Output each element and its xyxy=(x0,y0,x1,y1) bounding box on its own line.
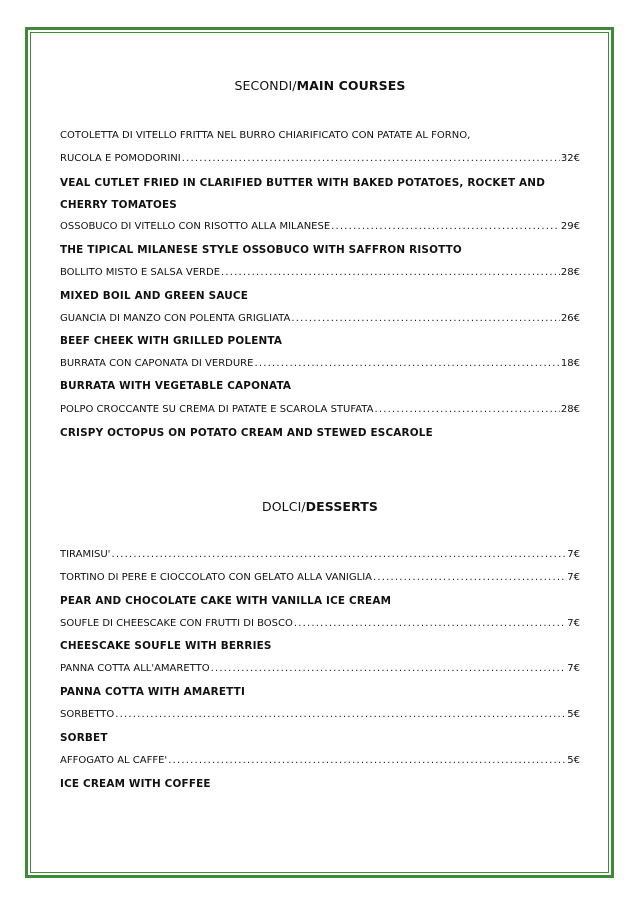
menu-item-affogato xyxy=(60,754,580,768)
item-name-en: ICE CREAM WITH COFFEE xyxy=(60,778,211,790)
dot-leader xyxy=(111,548,566,562)
dot-leader xyxy=(221,266,560,280)
dot-leader xyxy=(291,312,560,326)
item-name-en: CRISPY OCTOPUS ON POTATO CREAM AND STEWED ESCAROLE xyxy=(60,427,433,439)
menu-item-tiramisu xyxy=(60,548,580,562)
item-name-en-continued: CHERRY TOMATOES xyxy=(60,199,177,211)
dot-leader xyxy=(115,708,566,722)
item-price: 29€ xyxy=(560,221,580,232)
menu-item-guancia xyxy=(60,312,580,326)
dot-leader xyxy=(168,754,566,768)
desserts-title-it: DOLCI/ xyxy=(262,499,306,514)
item-name-it: TORTINO DI PERE E CIOCCOLATO CON GELATO ALLA VANIGLIA xyxy=(60,572,372,583)
item-price: 5€ xyxy=(567,755,580,766)
menu-item-bollito xyxy=(60,266,580,280)
item-name-en: MIXED BOIL AND GREEN SAUCE xyxy=(60,290,248,302)
veal-cutlet-intro-line: COTOLETTA DI VITELLO FRITTA NEL BURRO CHIARIFICATO CON PATATE AL FORNO, xyxy=(60,130,471,141)
item-name-en: THE TIPICAL MILANESE STYLE OSSOBUCO WITH SAFFRON RISOTTO xyxy=(60,244,462,256)
dot-leader xyxy=(254,357,559,371)
item-name-en: SORBET xyxy=(60,732,108,744)
item-name-it: SOUFLE DI CHEESCAKE CON FRUTTI DI BOSCO xyxy=(60,618,293,629)
item-price: 7€ xyxy=(567,549,580,560)
item-name-it: BOLLITO MISTO E SALSA VERDE xyxy=(60,267,221,278)
dot-leader xyxy=(211,662,567,676)
item-name-en: BEEF CHEEK WITH GRILLED POLENTA xyxy=(60,335,283,347)
item-price: 28€ xyxy=(560,404,580,415)
dot-leader xyxy=(373,571,566,585)
dot-leader xyxy=(374,403,559,417)
desserts-title-en: DESSERTS xyxy=(305,499,378,514)
item-price: 26€ xyxy=(560,313,580,324)
item-price: 5€ xyxy=(567,709,580,720)
item-price: 18€ xyxy=(560,358,580,369)
menu-item-sorbetto xyxy=(60,708,580,722)
item-price: 32€ xyxy=(560,153,580,164)
item-name-it: RUCOLA E POMODORINI xyxy=(60,153,181,164)
item-name-it: AFFOGATO AL CAFFE' xyxy=(60,755,168,766)
menu-item-polpo xyxy=(60,403,580,417)
menu-item-panna-cotta xyxy=(60,662,580,676)
item-name-en: BURRATA WITH VEGETABLE CAPONATA xyxy=(60,380,292,392)
item-name-en: VEAL CUTLET FRIED IN CLARIFIED BUTTER WITH BAKED POTATOES, ROCKET AND xyxy=(60,177,546,189)
main-courses-title-it: SECONDI/ xyxy=(234,78,297,93)
menu-item-veal-cutlet xyxy=(60,152,580,166)
menu-item-soufle xyxy=(60,617,580,631)
item-name-it: GUANCIA DI MANZO CON POLENTA GRIGLIATA xyxy=(60,313,291,324)
item-name-it: POLPO CROCCANTE SU CREMA DI PATATE E SCAROLA STUFATA xyxy=(60,404,374,415)
item-name-it: OSSOBUCO DI VITELLO CON RISOTTO ALLA MILANESE xyxy=(60,221,331,232)
item-name-it: BURRATA CON CAPONATA DI VERDURE xyxy=(60,358,254,369)
menu-item-burrata xyxy=(60,357,580,371)
item-name-en: PANNA COTTA WITH AMARETTI xyxy=(60,686,246,698)
menu-item-ossobuco xyxy=(60,220,580,234)
item-price: 7€ xyxy=(567,618,580,629)
item-name-en: PEAR AND CHOCOLATE CAKE WITH VANILLA ICE CREAM xyxy=(60,595,392,607)
item-price: 28€ xyxy=(560,267,580,278)
dot-leader xyxy=(182,152,560,166)
dot-leader xyxy=(294,617,566,631)
item-price: 7€ xyxy=(567,572,580,583)
item-price: 7€ xyxy=(567,663,580,674)
item-name-it: PANNA COTTA ALL'AMARETTO xyxy=(60,663,210,674)
dot-leader xyxy=(331,220,560,234)
menu-item-tortino xyxy=(60,571,580,585)
main-courses-title xyxy=(60,78,580,93)
item-name-en: CHEESCAKE SOUFLE WITH BERRIES xyxy=(60,640,272,652)
item-name-it: TIRAMISU' xyxy=(60,549,111,560)
item-name-it: SORBETTO xyxy=(60,709,115,720)
main-courses-title-en: MAIN COURSES xyxy=(296,78,406,93)
desserts-title xyxy=(60,499,580,514)
